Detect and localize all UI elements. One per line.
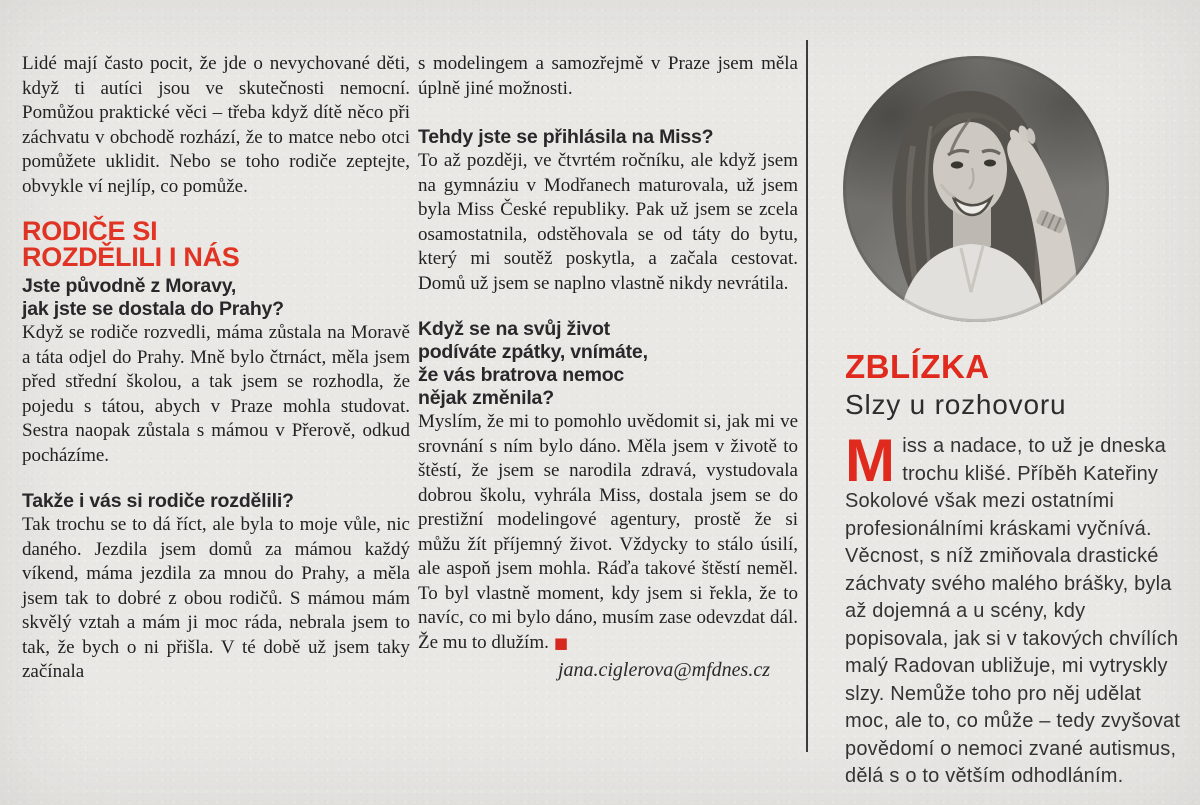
drop-cap: M: [845, 427, 896, 494]
sidebar-body: [845, 427, 1189, 791]
section-heading-line: RODIČE SI: [22, 216, 158, 246]
interview-answer: To až později, ve čtvrtém ročníku, ale když jsem na gymnáziu v Modřanech maturovala, už jsem byla Miss České republiky. Pak už jsem se zcela osamostatnila, odstěhovala se od táty do bytu, který mi soutěž poskytla, a začala cestovat. Domů už jsem se naplno vlastně nikdy nevrátila.: [418, 150, 798, 294]
interview-question: Takže i vás si rodiče rozdělili?: [22, 490, 294, 512]
portrait-illustration: [843, 56, 1109, 322]
column-divider: [806, 40, 808, 752]
answer-text: Myslím, že mi to pomohlo uvědomit si, jak mi ve srovnání s ním bylo dáno. Měla jsem v životě to štěstí, že jsem se narodila zdravá, vystudovala dobrou školu, vyhrála Miss, dostala jsem se do prestižní modelingové agentury, prostě že si můžu žít příjemný život. Vždycky to stálo úsilí, ale aspoň jsem mohla. Ráďa takové štěstí neměl. To byl vlastně moment, kdy jsem si řekla, že to navíc, co mi bylo dáno, musím zase odevzdat dál. Že mu to dlužím.: [418, 411, 798, 653]
paragraph-intro: Lidé mají často pocit, že jde o nevychované děti, když ti autíci jsou ve skutečnosti nemocní. Pomůžou praktické věci – třeba když dítě něco při záchvatu v obchodě rozhází, že to matce nebo otci pomůžete uklidit. Nebo se toho rodiče zeptejte, obvykle ví nejlíp, co pomůže.: [22, 53, 410, 197]
question-line: že vás bratrova nemoc: [418, 364, 625, 386]
author-email: jana.ciglerova@mfdnes.cz: [557, 659, 770, 681]
sidebar-zblizka: [845, 349, 1189, 791]
question-line: jak jste se dostala do Prahy?: [22, 298, 284, 320]
section-heading: [22, 218, 410, 270]
end-of-article-mark: ■: [553, 633, 569, 652]
question-line: Když se na svůj život: [418, 318, 610, 340]
question-line: nějak změnila?: [418, 387, 554, 409]
paragraph-continuation: s modelingem a samozřejmě v Praze jsem měla úplně jiné možnosti.: [418, 53, 798, 99]
column-middle: [418, 52, 798, 682]
interview-question: [22, 275, 410, 321]
interview-answer: [418, 410, 798, 655]
interview-question: [418, 318, 798, 410]
interview-question: Tehdy jste se přihlásila na Miss?: [418, 126, 714, 148]
interview-answer: Tak trochu se to dá říct, ale byla to moje vůle, nic daného. Jezdila jsem domů za mámou každý víkend, máma jezdila za mnou do Prahy, a měla jsem tak to dobré z obou rodičů. S mámou mám skvělý vztah a mám ji moc ráda, nebrala jsem to tak, že bych o ni přišla. V té době už jsem taky začínala: [22, 514, 410, 682]
sidebar-body-text: iss a nadace, to už je dneska trochu klišé. Příběh Kateřiny Sokolové však mezi ostatními profesionálními kráskami vyčnívá. Věcnost, s níž zmiňovala drastické záchvaty svého malého brášky, byla až dojemná a u scény, kdy popisovala, jak si v takových chvílích malý Radovan ubližuje, mi vytryskly slzy. Nemůže toho pro něj udělat moc, ale to, co může – tedy zvyšovat povědomí o nemoci zvané autismus, dělá s o to větším odhodláním.: [845, 435, 1181, 787]
sidebar-kicker: ZBLÍZKA: [845, 348, 990, 385]
interview-answer: Když se rodiče rozvedli, máma zůstala na Moravě a táta odjel do Prahy. Mně bylo čtrnáct, měla jsem před střední školou, a tak jsem se rozhodla, že pojedu s tátou, abych v Praze mohla studovat. Sestra naopak zůstala s mámou v Přerově, odkud pocházíme.: [22, 322, 410, 466]
portrait-photo: [843, 56, 1109, 322]
column-left: [22, 52, 410, 685]
question-line: podíváte zpátky, vnímáte,: [418, 341, 648, 363]
question-line: Jste původně z Moravy,: [22, 275, 237, 297]
sidebar-title: Slzy u rozhovoru: [845, 389, 1067, 420]
section-heading-line: ROZDĚLILI I NÁS: [22, 242, 240, 272]
